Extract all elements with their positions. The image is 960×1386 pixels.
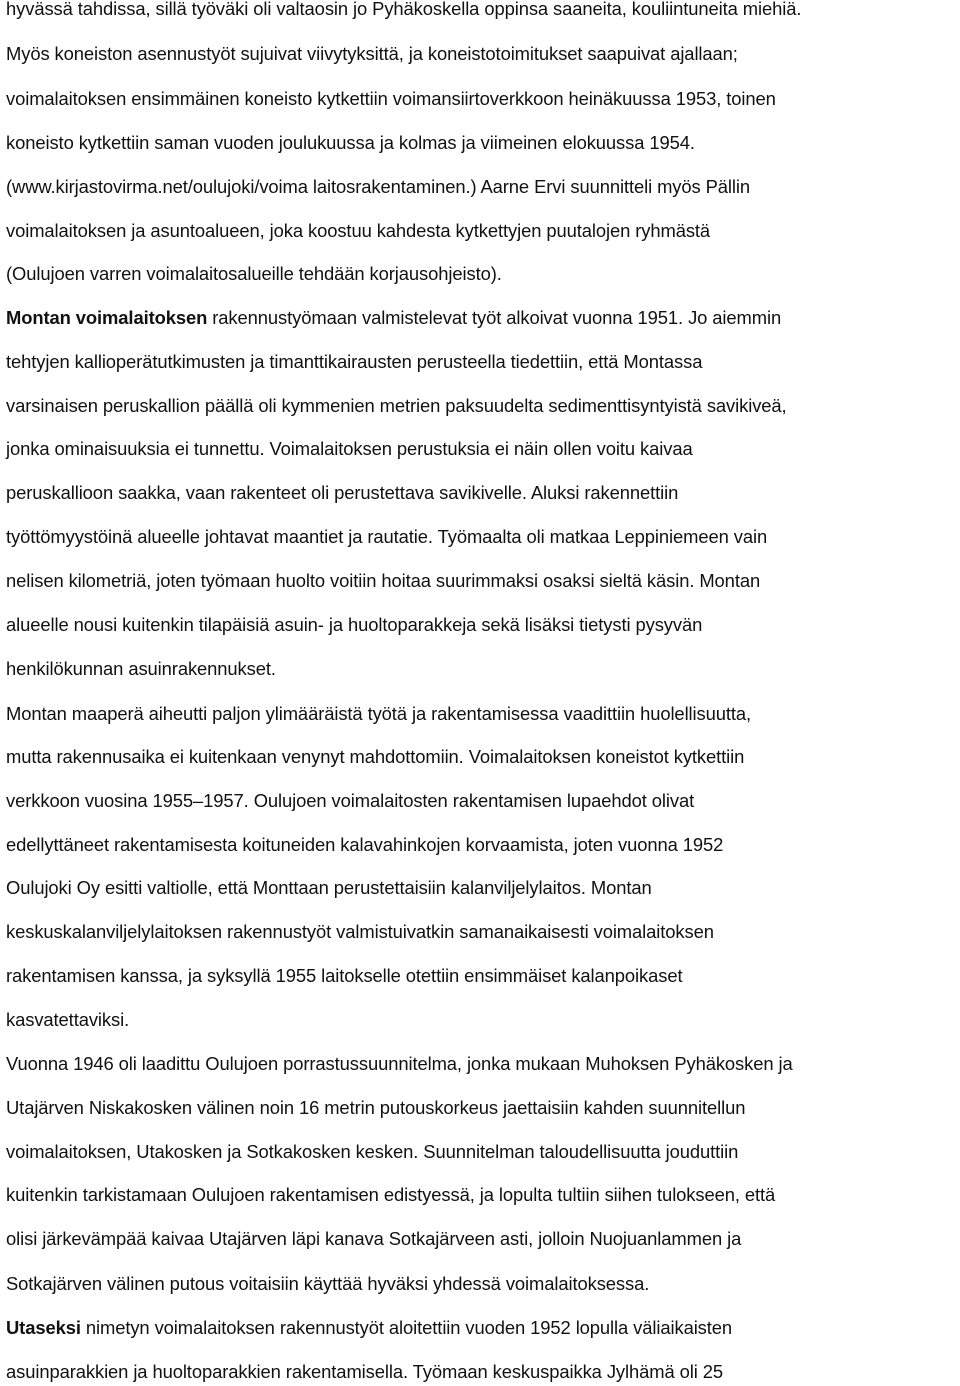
- text-line: peruskallioon saakka, vaan rakenteet oli perustettava savikivelle. Aluksi rakennettiin: [6, 482, 679, 503]
- text-line: verkkoon vuosina 1955–1957. Oulujoen voimalaitosten rakentamisen lupaehdot olivat: [6, 790, 695, 811]
- text-line: Oulujoki Oy esitti valtiolle, että Monttaan perustettaisiin kalanviljelylaitos. Montan: [6, 877, 652, 898]
- bold-term: Utaseksi: [6, 1317, 81, 1338]
- text-line: työttömyystöinä alueelle johtavat maantiet ja rautatie. Työmaalta oli matkaa Leppiniemeen vain: [6, 526, 768, 547]
- text-line: koneisto kytkettiin saman vuoden joulukuussa ja kolmas ja viimeinen elokuussa 1954.: [6, 132, 695, 153]
- text-line: hyvässä tahdissa, sillä työväki oli valtaosin jo Pyhäkoskella oppinsa saaneita, kouliintuneita miehiä.: [6, 0, 802, 19]
- text-line: voimalaitoksen ensimmäinen koneisto kytkettiin voimansiirtoverkkoon heinäkuussa 1953, toinen: [6, 88, 776, 109]
- text-line: Utajärven Niskakosken välinen noin 16 metrin putouskorkeus jaettaisiin kahden suunnitellun: [6, 1097, 746, 1118]
- text-line: Vuonna 1946 oli laadittu Oulujoen porrastussuunnitelma, jonka mukaan Muhoksen Pyhäkosken ja: [6, 1053, 793, 1074]
- text-line: tehtyjen kallioperätutkimusten ja timanttikairausten perusteella tiedettiin, että Montassa: [6, 351, 703, 372]
- text-line-with-bold: [6, 306, 781, 330]
- text-line: nelisen kilometriä, joten työmaan huolto voitiin hoitaa suurimmaksi osaksi sieltä käsin. Montan: [6, 570, 761, 591]
- bold-term: Montan voimalaitoksen: [6, 307, 208, 328]
- text-line: kasvatettaviksi.: [6, 1009, 130, 1030]
- text-line: olisi järkevämpää kaivaa Utajärven läpi kanava Sotkajärveen asti, jolloin Nuojuanlammen ja: [6, 1228, 742, 1249]
- text-line: keskuskalanviljelylaitoksen rakennustyöt valmistuivatkin samanaikaisesti voimalaitoksen: [6, 921, 714, 942]
- text-fragment: nimetyn voimalaitoksen rakennustyöt aloitettiin vuoden 1952 lopulla väliaikaisten: [80, 1317, 733, 1338]
- text-line: varsinaisen peruskallion päällä oli kymmenien metrien paksuudelta sedimenttisyntyistä savikiveä,: [6, 395, 787, 416]
- text-line: (Oulujoen varren voimalaitosalueille tehdään korjausohjeisto).: [6, 263, 502, 284]
- text-line: voimalaitoksen, Utakosken ja Sotkakosken kesken. Suunnitelman taloudellisuutta jouduttiin: [6, 1141, 739, 1162]
- text-line: henkilökunnan asuinrakennukset.: [6, 658, 276, 679]
- text-line: edellyttäneet rakentamisesta koituneiden kalavahinkojen korvaamista, joten vuonna 1952: [6, 834, 724, 855]
- text-line: asuinparakkien ja huoltoparakkien rakentamisella. Työmaan keskuspaikka Jylhämä oli 25: [6, 1361, 723, 1382]
- text-line-with-bold: [6, 1316, 732, 1340]
- text-fragment: rakennustyömaan valmistelevat työt alkoivat vuonna 1951. Jo aiemmin: [207, 307, 782, 328]
- text-line: Myös koneiston asennustyöt sujuivat viivytyksittä, ja koneistotoimitukset saapuivat ajallaan;: [6, 43, 738, 64]
- text-line: rakentamisen kanssa, ja syksyllä 1955 laitokselle otettiin ensimmäiset kalanpoikaset: [6, 965, 683, 986]
- text-line: Montan maaperä aiheutti paljon ylimääräistä työtä ja rakentamisessa vaadittiin huolellisuutta,: [6, 703, 752, 724]
- text-line: alueelle nousi kuitenkin tilapäisiä asuin- ja huoltoparakkeja sekä lisäksi tietysti pysyvän: [6, 614, 703, 635]
- text-line: jonka ominaisuuksia ei tunnettu. Voimalaitoksen perustuksia ei näin ollen voitu kaivaa: [6, 438, 693, 459]
- text-line: (www.kirjastovirma.net/oulujoki/voima laitosrakentaminen.) Aarne Ervi suunnitteli myös Pällin: [6, 176, 750, 197]
- text-line: mutta rakennusaika ei kuitenkaan venynyt mahdottomiin. Voimalaitoksen koneistot kytkettiin: [6, 746, 745, 767]
- text-line: voimalaitoksen ja asuntoalueen, joka koostuu kahdesta kytkettyjen puutalojen ryhmästä: [6, 220, 711, 241]
- text-line: kuitenkin tarkistamaan Oulujoen rakentamisen edistyessä, ja lopulta tultiin siihen tulokseen, että: [6, 1184, 776, 1205]
- text-line: Sotkajärven välinen putous voitaisiin käyttää hyväksi yhdessä voimalaitoksessa.: [6, 1273, 650, 1294]
